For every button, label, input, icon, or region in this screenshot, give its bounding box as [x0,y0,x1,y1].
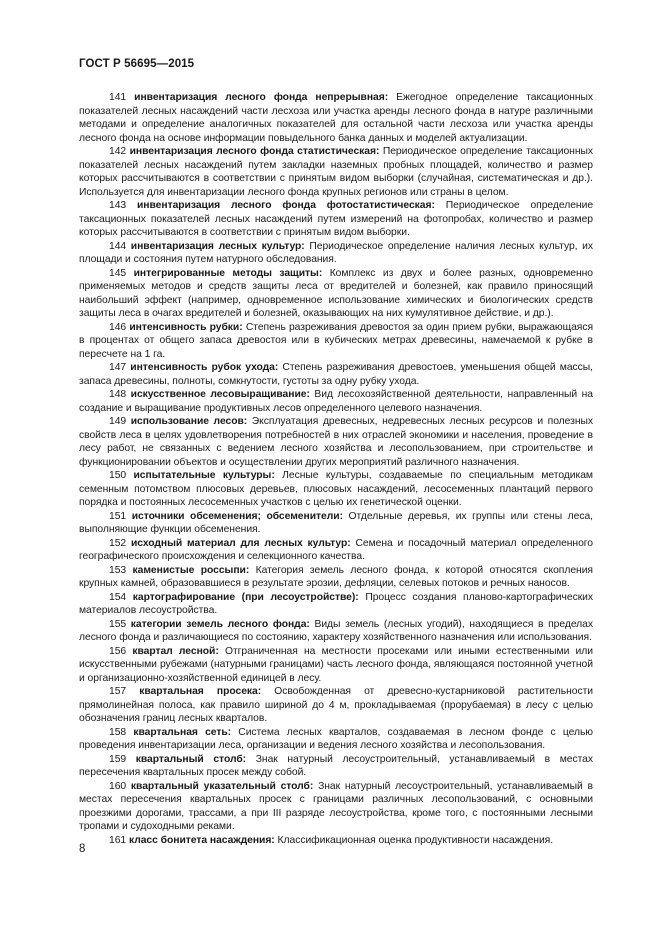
term-number: 154 [109,591,127,603]
term-number: 159 [109,753,127,765]
term-number: 151 [109,510,127,522]
term-entry [79,267,593,321]
term-definition: Отдельные деревья, их группы или стены леса, выполняющие функции обсеменения. [79,510,593,535]
term-entry [79,564,593,591]
term-number: 156 [109,645,127,657]
term-entry [79,469,593,510]
term-number: 150 [109,470,127,481]
term-title: квартал лесной: [132,645,219,657]
term-number: 144 [109,240,127,252]
term-title: картографирование (при лесоустройстве): [132,591,359,603]
term-number: 152 [109,537,127,549]
term-entry [79,726,593,753]
term-definition: Эксплуатация древесных, недревесных лесных ресурсов и полезных свойств леса в целях удовлетворения потребностей в них отраслей экономики и населения, проведение в лесу работ, не связанных с ведением лесного хозяйства и лесопользованием, при строительстве и функционировании объектов и осуществлении других мероприятий различного назначения. [79,416,594,468]
term-number: 143 [109,200,127,211]
term-entry [79,199,593,240]
term-title: исходный материал для лесных культур: [130,537,351,549]
term-title: инвентаризация лесного фонда фотостатистическая: [136,200,435,211]
term-definition: Знак натурный лесоустроительный, устанавливаемый в местах пересечения квартальных просек между собой. [79,753,593,778]
term-entry [79,685,593,726]
term-entry [79,753,593,780]
term-definition: Знак натурный лесоустроительный, устанавливаемый в местах пересечения квартальных просек с границами различных лесопользований, с основными проезжими дорогами, трассами, а при III разряде лесоустройства, кроме того, с постоянными лесными тропами и судоходными реками. [79,780,593,832]
term-number: 157 [109,686,127,697]
term-entry [79,618,593,645]
term-entry [79,591,593,618]
term-title: инвентаризация лесных культур: [130,240,305,252]
document-header: ГОСТ Р 56695—2015 [79,58,195,70]
term-definition: Отграниченная на местности просеками или иными естественными или искусственными рубежами (натурными границами) часть лесного фонда, являющаяся постоянной учетной и организационно-хозяйственной единицей в лесу. [79,645,593,684]
term-title: интенсивность рубок ухода: [130,362,279,373]
term-entry [79,537,593,564]
term-title: класс бонитета насаждения: [128,834,275,846]
term-number: 148 [109,389,127,400]
term-number: 147 [109,362,127,373]
term-definition: Лесные культуры, создаваемые по специальным методикам семенным потомством плюсовых деревьев, плюсовых насаждений, лесосеменных плантаций первого порядка и постоянных лесосеменных участков с целью их генетической оценки. [79,470,593,508]
term-title: интенсивность рубки: [129,321,243,333]
term-definition: Освобожденная от древесно-кустарниковой растительности прямолинейная полоса, как правило шириной до 4 м, прокладываемая (прорубаемая) в лесу с целью обозначения границ лесных кварталов. [79,686,593,724]
term-number: 161 [109,834,127,846]
term-title: интегрированные методы защиты: [133,267,323,279]
term-number: 149 [109,416,127,427]
term-definition: Система лесных кварталов, создаваемая в лесном фонде с целью проведения инвентаризации леса, организации и ведения лесного хозяйства и лесопользования. [79,726,593,751]
term-definition: Степень разреживания древостоя за один прием рубки, выражающаяся в процентах от общего запаса древостоя или в кубических метрах древесины, намечаемой к рубке в пересчете на 1 га. [79,321,593,360]
term-definition: Категория земель лесного фонда, к которой относятся скопления крупных камней, образовавшиеся в результате эрозии, дефляции, селевых потоков и речных наносов. [79,564,593,589]
term-title: искусственное лесовыращивание: [130,389,310,400]
term-title: каменистые россыпи: [132,564,250,576]
term-title: источники обсеменения; обсеменители: [131,510,343,522]
term-entry [79,780,593,834]
term-entry [79,321,593,362]
term-title: квартальный указательный столб: [130,780,314,792]
term-definition: Комплекс из двух и более разных, одновременно применяемых методов и средств защиты леса от вредителей и болезней, как правило приносящий наибольший эффект (например, одновременное использование химических и биологических средств защиты леса в очагах вредителей и болезней, оказывающих на них кумулятивное действие, и др.). [79,267,594,319]
term-entry [79,834,593,848]
term-entry [79,415,593,469]
term-title: использование лесов: [130,416,248,427]
term-entry [79,361,593,388]
term-definition: Периодическое определение таксационных показателей лесных насаждений путем измерений на фотопробах, количество и размер которых рассчитываются в соответствии с принятым видом выборки. [79,200,594,238]
term-definition: Степень разреживания древостоев, уменьшения общей массы, запаса древесины, полноты, сомкнутости, густоты за одну рубку ухода. [79,362,593,387]
term-definition: Периодическое определение наличия лесных культур, их площади и состояния путем натурного обследования. [79,240,593,265]
term-title: квартальная просека: [139,686,262,697]
term-title: категории земель лесного фонда: [130,618,310,630]
term-definition: Ежегодное определение таксационных показателей лесных насаждений части лесхоза или участка аренды лесного фонда в натуре различными методами и определение аналогичных показателей для остальной части лесхоза или участка аренды лесного фонда на основе информации повыдельного банка данных и моделей актуализации. [79,92,594,144]
term-definition: Виды земель (лесных угодий), находящиеся в пределах лесного фонда и различающиеся по состоянию, характеру хозяйственного назначения или использования. [79,618,593,643]
term-title: квартальная сеть: [133,726,232,738]
term-entry [79,388,593,415]
term-definition: Периодическое определение таксационных показателей лесных насаждений путем закладки наземных пробных площадей, количество и размер которых рассчитываются в соответствии с принятым видом выборки (случайная, систематическая и др.). Используется для инвентаризации лесного фонда крупных регионов или страны в целом. [79,146,594,198]
term-number: 146 [109,321,127,333]
term-entry [79,240,593,267]
term-title: квартальный столб: [135,753,247,765]
term-number: 145 [109,267,127,279]
term-number: 158 [109,726,127,738]
terms-list [79,91,593,847]
term-number: 141 [109,92,127,103]
term-definition: Семена и посадочный материал определенного географического происхождения и селекционного качества. [79,537,593,562]
term-entry [79,645,593,686]
term-definition: Процесс создания планово-картографических материалов лесоустройства. [79,591,594,616]
term-number: 155 [109,618,127,630]
term-definition: Вид лесохозяйственной деятельности, направленный на создание и выращивание продуктивных лесов определенного целевого назначения. [79,389,593,414]
term-entry [79,91,593,145]
term-title: инвентаризация лесного фонда непрерывная: [134,92,389,103]
page-number: 8 [79,843,86,855]
term-title: испытательные культуры: [133,470,275,481]
term-number: 153 [109,564,127,576]
term-definition: Классификационная оценка продуктивности насаждения. [277,834,554,846]
term-number: 142 [109,146,127,157]
term-entry [79,510,593,537]
term-number: 160 [109,780,127,792]
term-title: инвентаризация лесного фонда статистическая: [129,146,380,157]
term-entry [79,145,593,199]
